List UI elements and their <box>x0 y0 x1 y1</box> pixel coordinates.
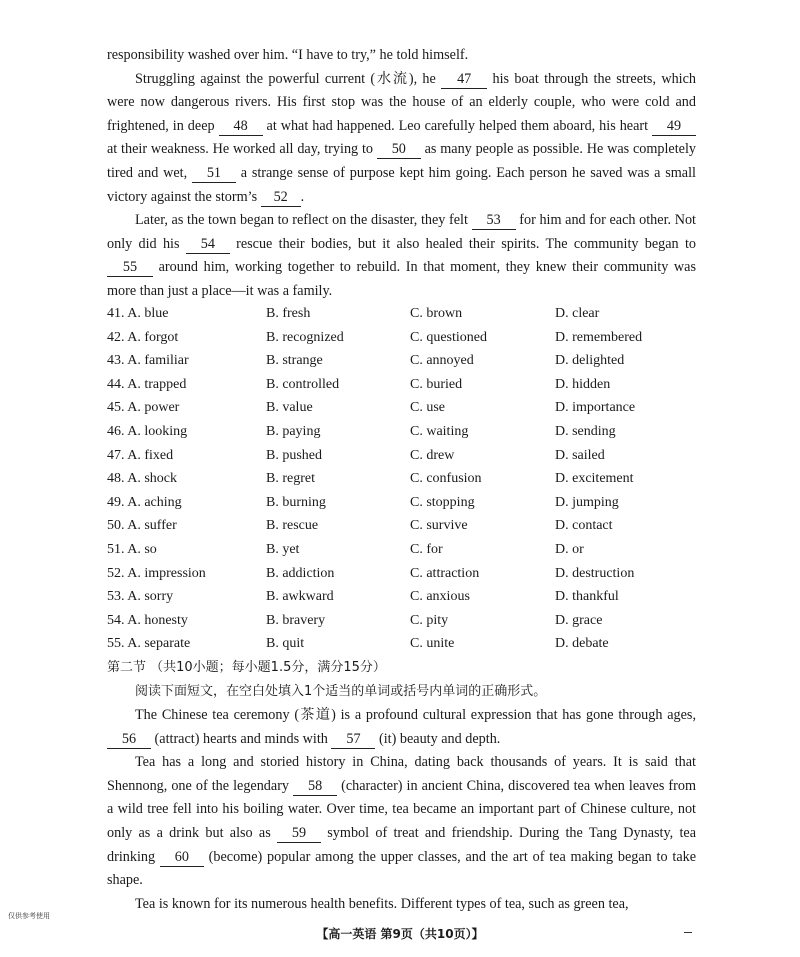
option-row <box>107 396 696 420</box>
option-d[interactable]: D. jumping <box>555 494 619 510</box>
option-a[interactable]: 53. A. sorry <box>107 589 174 605</box>
option-row <box>107 632 696 656</box>
cloze-passage <box>107 44 696 304</box>
section-heading: 第二节 （共10小题；每小题1.5分，满分15分） <box>107 660 386 675</box>
option-d[interactable]: D. or <box>555 541 584 557</box>
option-d[interactable]: D. debate <box>555 636 609 652</box>
option-row <box>107 585 696 609</box>
option-a[interactable]: 44. A. trapped <box>107 376 187 392</box>
option-b[interactable]: B. regret <box>266 471 315 487</box>
option-row <box>107 420 696 444</box>
option-row <box>107 562 696 586</box>
option-c[interactable]: C. anxious <box>410 589 470 605</box>
option-c[interactable]: C. pity <box>410 612 449 628</box>
option-a[interactable]: 47. A. fixed <box>107 447 174 463</box>
option-c[interactable]: C. drew <box>410 447 455 463</box>
grammar-passage <box>107 704 696 916</box>
blank-54[interactable]: 54 <box>186 236 230 254</box>
option-row <box>107 491 696 515</box>
option-c[interactable]: C. confusion <box>410 471 482 487</box>
option-c[interactable]: C. use <box>410 400 445 416</box>
option-d[interactable]: D. sailed <box>555 447 605 463</box>
option-c[interactable]: C. stopping <box>410 494 475 510</box>
option-c[interactable]: C. questioned <box>410 329 487 345</box>
option-d[interactable]: D. hidden <box>555 376 611 392</box>
option-d[interactable]: D. importance <box>555 400 636 416</box>
option-a[interactable]: 45. A. power <box>107 400 180 416</box>
option-row <box>107 467 696 491</box>
blank-53[interactable]: 53 <box>472 212 516 230</box>
option-a[interactable]: 51. A. so <box>107 541 157 557</box>
option-d[interactable]: D. grace <box>555 612 603 628</box>
section-instruction: 阅读下面短文，在空白处填入1个适当的单词或括号内单词的正确形式。 <box>135 684 547 699</box>
option-c[interactable]: C. survive <box>410 518 468 534</box>
blank-60[interactable]: 60 <box>160 849 204 867</box>
options-list <box>107 302 696 656</box>
option-b[interactable]: B. yet <box>266 541 300 557</box>
option-b[interactable]: B. addiction <box>266 565 335 581</box>
option-c[interactable]: C. annoyed <box>410 353 474 369</box>
option-a[interactable]: 52. A. impression <box>107 565 206 581</box>
option-b[interactable]: B. fresh <box>266 306 311 321</box>
blank-59[interactable]: 59 <box>277 825 321 843</box>
option-b[interactable]: B. controlled <box>266 376 340 392</box>
blank-47[interactable]: 47 <box>441 71 487 89</box>
option-d[interactable]: D. contact <box>555 518 613 534</box>
option-d[interactable]: D. excitement <box>555 471 634 487</box>
option-b[interactable]: B. burning <box>266 494 326 510</box>
option-c[interactable]: C. for <box>410 541 443 557</box>
passage-paragraph: Struggling against the powerful current (水流), he 47 his boat through the streets, which were now dangerous rivers. His first stop was the house of an elderly couple, who were cold and frightened, in deep 48 at what had happened. Leo carefully helped them aboard, his heart 49 at their weakness. He worked all day, trying to 50 as many people as possible. He was completely tired and wet, 51 a strange sense of purpose kept him going. Each person he saved was a small victory against the storm’s 52 . <box>107 70 696 205</box>
blank-55[interactable]: 55 <box>107 259 153 277</box>
passage-paragraph: responsibility washed over him. “I have to try,” he told himself. <box>107 47 469 63</box>
blank-50[interactable]: 50 <box>377 141 421 159</box>
option-row <box>107 514 696 538</box>
passage-paragraph: The Chinese tea ceremony (茶道) is a profound cultural expression that has gone through ages, 56 (attract) hearts and minds with 57 (it) beauty and depth. <box>107 704 696 751</box>
option-row <box>107 349 696 373</box>
option-a[interactable]: 41. A. blue <box>107 306 169 321</box>
option-a[interactable]: 42. A. forgot <box>107 329 179 345</box>
blank-56[interactable]: 56 <box>107 731 151 749</box>
option-c[interactable]: C. attraction <box>410 565 480 581</box>
option-row <box>107 373 696 397</box>
option-b[interactable]: B. recognized <box>266 329 344 345</box>
option-c[interactable]: C. brown <box>410 306 463 321</box>
option-row <box>107 444 696 468</box>
passage-paragraph: Tea has a long and storied history in China, dating back thousands of years. It is said that Shennong, one of the legendary 58 (character) in ancient China, discovered tea when leaves from a wild tree fell into his boiling water. Over time, tea became an important part of Chinese culture, not only as a drink but also as 59 symbol of treat and friendship. During the Tang Dynasty, tea drinking 60 (become) popular among the upper classes, and the art of tea making began to take shape. <box>107 754 697 889</box>
option-c[interactable]: C. unite <box>410 636 455 652</box>
option-b[interactable]: B. value <box>266 400 313 416</box>
option-c[interactable]: C. buried <box>410 376 463 392</box>
option-b[interactable]: B. bravery <box>266 612 326 628</box>
option-d[interactable]: D. sending <box>555 423 616 439</box>
blank-48[interactable]: 48 <box>219 118 263 136</box>
option-b[interactable]: B. paying <box>266 423 321 439</box>
blank-49[interactable]: 49 <box>652 118 696 136</box>
option-a[interactable]: 46. A. looking <box>107 423 188 439</box>
blank-57[interactable]: 57 <box>331 731 375 749</box>
option-a[interactable]: 48. A. shock <box>107 471 177 487</box>
option-row <box>107 302 696 326</box>
blank-51[interactable]: 51 <box>192 165 236 183</box>
option-a[interactable]: 49. A. aching <box>107 494 182 510</box>
option-d[interactable]: D. delighted <box>555 353 625 369</box>
option-d[interactable]: D. remembered <box>555 329 643 345</box>
passage-paragraph: Later, as the town began to reflect on the disaster, they felt 53 for him and for each other. Not only did his 54 rescue their bodies, but it also healed their spirits. The community began to 55 around him, working together to rebuild. In that moment, they knew their community was more than just a place—it was a family. <box>107 212 696 299</box>
passage-paragraph: Tea is known for its numerous health benefits. Different types of tea, such as green tea, <box>135 895 629 912</box>
corner-mark <box>684 932 692 933</box>
option-a[interactable]: 43. A. familiar <box>107 353 189 369</box>
option-b[interactable]: B. strange <box>266 353 323 369</box>
option-row <box>107 609 696 633</box>
option-c[interactable]: C. waiting <box>410 423 469 439</box>
page-footer: 【高一英语 第9页（共10页）】 <box>316 927 484 941</box>
option-d[interactable]: D. thankful <box>555 589 619 605</box>
blank-52[interactable]: 52 <box>261 189 301 207</box>
option-b[interactable]: B. rescue <box>266 518 319 534</box>
side-note: 仅供参考使用 <box>8 912 50 920</box>
option-d[interactable]: D. destruction <box>555 565 635 581</box>
option-b[interactable]: B. quit <box>266 636 305 652</box>
option-a[interactable]: 50. A. suffer <box>107 518 177 534</box>
option-row <box>107 326 696 350</box>
option-a[interactable]: 55. A. separate <box>107 636 191 652</box>
option-a[interactable]: 54. A. honesty <box>107 612 188 628</box>
option-b[interactable]: B. pushed <box>266 447 322 463</box>
option-d[interactable]: D. clear <box>555 306 600 321</box>
blank-58[interactable]: 58 <box>293 778 337 796</box>
option-b[interactable]: B. awkward <box>266 589 334 605</box>
option-row <box>107 538 696 562</box>
